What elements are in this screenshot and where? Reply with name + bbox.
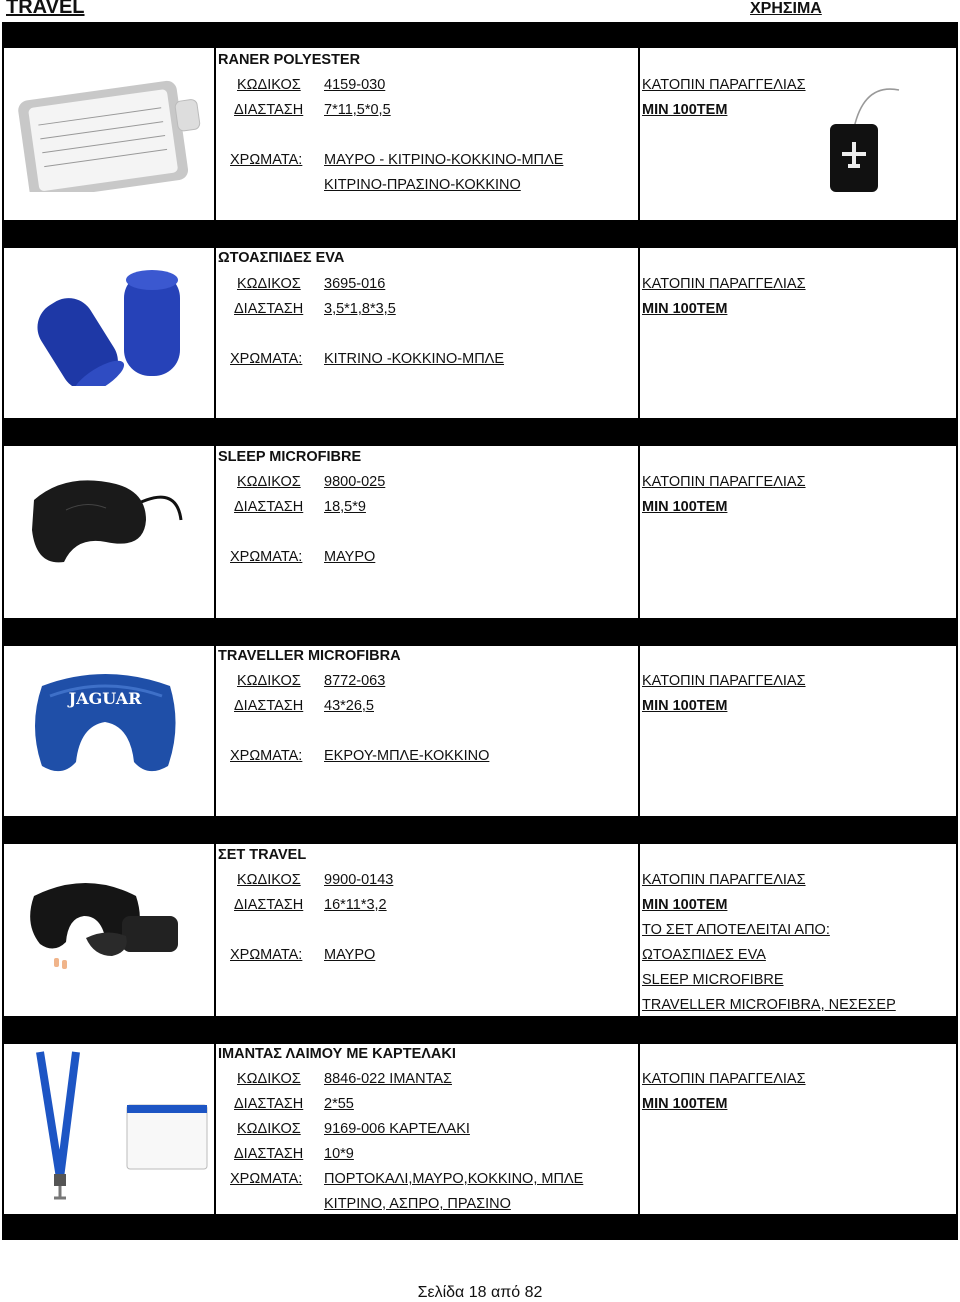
black-tag-image [824,78,914,203]
code-value: 3695-016 [324,276,386,292]
min-quantity: MIN 100TEM [642,301,728,317]
code-value: 4159-030 [324,77,386,93]
code-label: ΚΩΔΙΚΟΣ [237,474,301,490]
category-title: ΧΡΗΣΙΜΑ [750,0,822,17]
product-card [2,22,958,222]
divider-bar [2,620,958,644]
product-title: SLEEP MICROFIBRE [218,449,362,465]
colors-value-2: ΚΙΤΡΙΝΟ-ΠΡΑΣΙΝΟ-ΚΟΚΚΙΝΟ [324,177,521,193]
section-title: TRAVEL [6,0,85,18]
code-label-2: ΚΩΔΙΚΟΣ [237,1121,301,1137]
size-label: ΔΙΑΣΤΑΣΗ [234,1096,304,1112]
divider-bar [2,1018,958,1042]
code-label: ΚΩΔΙΚΟΣ [237,872,301,888]
column-divider [638,842,640,1018]
colors-value: KITRINO -ΚΟΚΚΙΝΟ-ΜΠΛΕ [324,351,505,367]
size-label: ΔΙΑΣΤΑΣΗ [234,698,304,714]
min-quantity: MIN 100TEM [642,499,728,515]
divider-bar [2,818,958,842]
min-quantity: MIN 100TEM [642,1096,728,1112]
code-value: 9800-025 [324,474,386,490]
divider-bar [2,222,958,246]
colors-value: ΕΚΡΟΥ-ΜΠΛΕ-ΚΟΚΚΙΝΟ [324,748,490,764]
order-note: ΚΑΤΟΠΙΝ ΠΑΡΑΓΓΕΛΙΑΣ [642,77,806,93]
product-card [2,818,958,1018]
product-title: TRAVELLER MICROFIBRA [218,648,401,664]
code-value: 8846-022 ΙΜΑΝΤΑΣ [324,1071,452,1087]
column-divider [214,644,216,818]
size-value: 3,5*1,8*3,5 [324,301,396,317]
colors-value-2: ΚΙΤΡΙΝΟ, ΑΣΠΡΟ, ΠΡΑΣΙΝΟ [324,1196,511,1212]
badge-holder-image [126,1104,208,1175]
page-number: Σελίδα 18 από 82 [417,1284,543,1301]
product-card [2,1018,958,1242]
code-value: 8772-063 [324,673,386,689]
order-note: ΚΑΤΟΠΙΝ ΠΑΡΑΓΓΕΛΙΑΣ [642,1071,806,1087]
divider-bar [2,420,958,444]
product-card [2,420,958,620]
colors-label: ΧΡΩΜΑΤΑ: [230,1171,303,1187]
colors-label: ΧΡΩΜΑΤΑ: [230,748,303,764]
travel-set-image [26,876,191,991]
colors-value: ΠΟΡΤΟΚΑΛΙ,ΜΑΥΡΟ,ΚΟΚΚΙΝΟ, ΜΠΛΕ [324,1171,584,1187]
colors-label: ΧΡΩΜΑΤΑ: [230,152,303,168]
product-title: ΣΕΤ TRAVEL [218,847,307,863]
sleep-mask-image [26,470,191,585]
brand-logo: JAGUAR [68,689,142,708]
code-label: ΚΩΔΙΚΟΣ [237,1071,301,1087]
colors-value: ΜΑΥΡΟ [324,549,376,565]
column-divider [214,246,216,420]
order-note: ΚΑΤΟΠΙΝ ΠΑΡΑΓΓΕΛΙΑΣ [642,673,806,689]
size-value: 2*55 [324,1096,354,1112]
size-label: ΔΙΑΣΤΑΣΗ [234,897,304,913]
column-divider [638,1042,640,1216]
product-title: ΩΤΟΑΣΠΙΔΕΣ EVA [218,250,345,266]
set-contents-heading: ΤΟ ΣΕΤ ΑΠΟΤΕΛΕΙΤΑΙ ΑΠΟ: [642,922,830,938]
colors-label: ΧΡΩΜΑΤΑ: [230,549,303,565]
order-note: ΚΑΤΟΠΙΝ ΠΑΡΑΓΓΕΛΙΑΣ [642,872,806,888]
column-divider [214,46,216,222]
size-value: 16*11*3,2 [324,897,387,913]
size-label: ΔΙΑΣΤΑΣΗ [234,499,304,515]
min-quantity: MIN 100TEM [642,897,728,913]
column-divider [638,246,640,420]
size-value-2: 10*9 [324,1146,354,1162]
earplugs-image [16,266,191,391]
order-note: ΚΑΤΟΠΙΝ ΠΑΡΑΓΓΕΛΙΑΣ [642,474,806,490]
product-title: ΙΜΑΝΤΑΣ ΛΑΙΜΟΥ ΜΕ ΚΑΡΤΕΛΑΚΙ [218,1046,456,1062]
set-item: ΩΤΟΑΣΠΙΔΕΣ EVA [642,947,766,963]
set-item: SLEEP MICROFIBRE [642,972,784,988]
column-divider [638,444,640,620]
column-divider [214,842,216,1018]
colors-label: ΧΡΩΜΑΤΑ: [230,351,303,367]
code-value: 9900-0143 [324,872,394,888]
colors-label: ΧΡΩΜΑΤΑ: [230,947,303,963]
code-label: ΚΩΔΙΚΟΣ [237,673,301,689]
code-label: ΚΩΔΙΚΟΣ [237,77,301,93]
code-label: ΚΩΔΙΚΟΣ [237,276,301,292]
colors-value: ΜΑΥΡΟ - ΚΙΤΡΙΝΟ-ΚΟΚΚΙΝΟ-ΜΠΛΕ [324,152,564,168]
colors-value: ΜΑΥΡΟ [324,947,376,963]
luggage-tag-image [14,72,204,197]
product-card [2,222,958,420]
lanyard-image [32,1048,92,1213]
product-title: RANER POLYESTER [218,52,361,68]
column-divider [214,444,216,620]
neck-pillow-image [30,666,180,786]
min-quantity: MIN 100TEM [642,698,728,714]
divider-bar [2,1216,958,1240]
column-divider [638,46,640,222]
min-quantity: MIN 100TEM [642,102,728,118]
order-note: ΚΑΤΟΠΙΝ ΠΑΡΑΓΓΕΛΙΑΣ [642,276,806,292]
size-label: ΔΙΑΣΤΑΣΗ [234,301,304,317]
set-item: TRAVELLER MICROFIBRA, ΝΕΣΕΣΕΡ [642,997,896,1013]
divider-bar [2,22,958,46]
size-value: 7*11,5*0,5 [324,102,391,118]
size-label: ΔΙΑΣΤΑΣΗ [234,102,304,118]
product-card [2,620,958,818]
column-divider [638,644,640,818]
size-value: 18,5*9 [324,499,366,515]
column-divider [214,1042,216,1216]
code-value-2: 9169-006 ΚΑΡΤΕΛΑΚΙ [324,1121,470,1137]
size-value: 43*26,5 [324,698,374,714]
size-label-2: ΔΙΑΣΤΑΣΗ [234,1146,304,1162]
